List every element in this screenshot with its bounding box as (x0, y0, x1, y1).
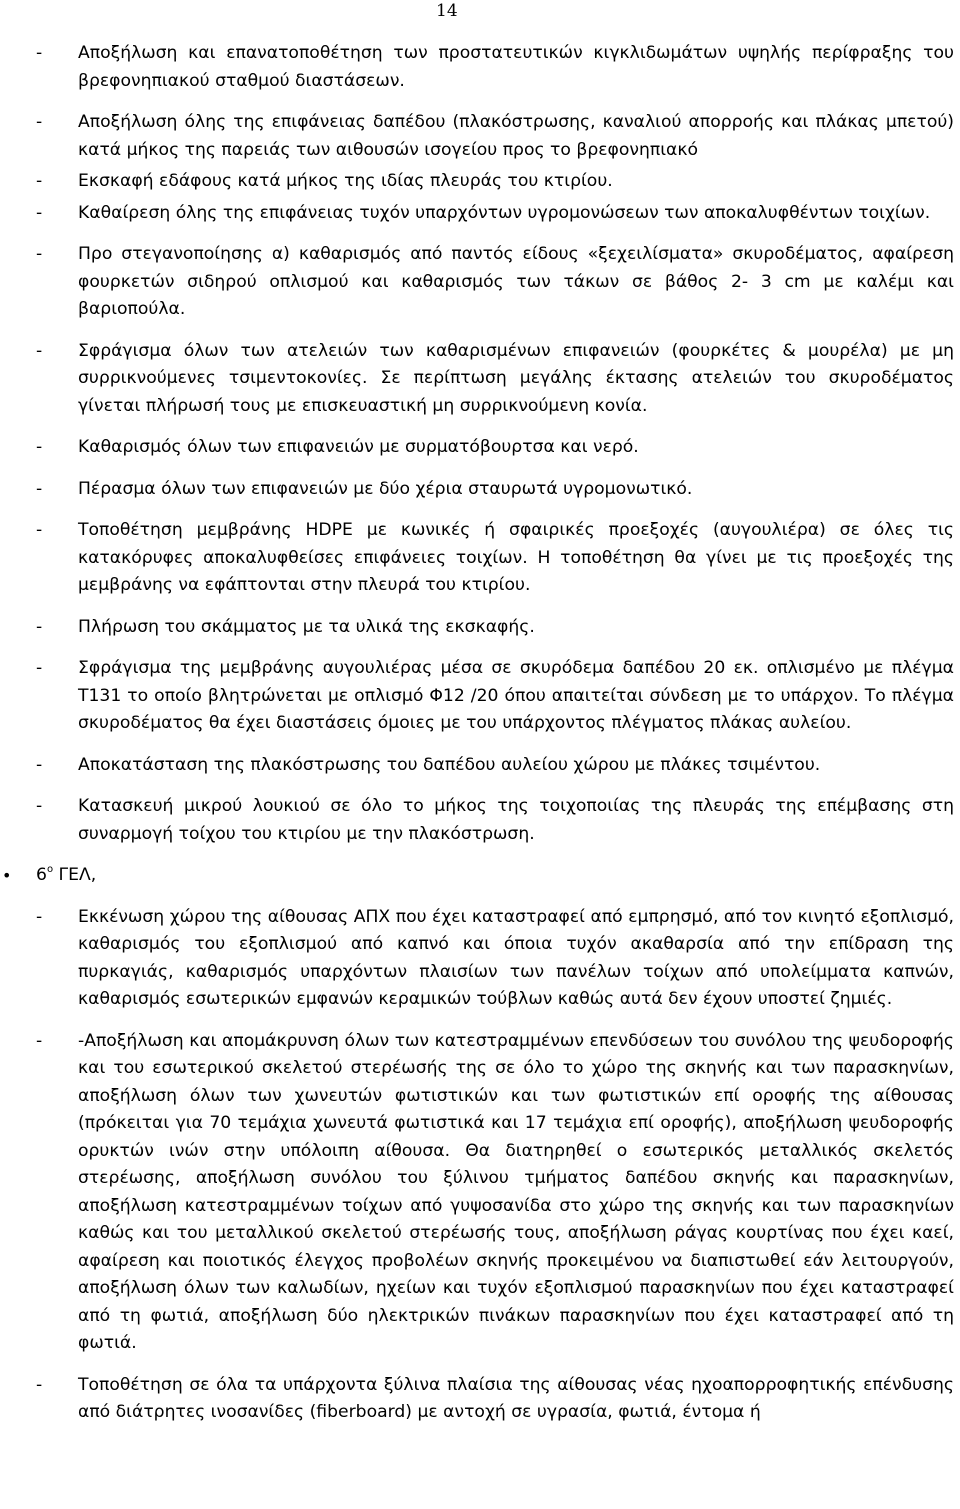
dash-marker: - (36, 616, 43, 637)
dash-marker: - (36, 1030, 43, 1051)
item-text: Καθαίρεση όλης της επιφάνειας τυχόν υπαρχόντων υγρομονώσεων των αποκαλυφθέντων τοιχίων. (78, 202, 931, 223)
list-item (0, 40, 960, 95)
section-label: ΓΕΛ, (58, 865, 97, 885)
dash-marker: - (36, 754, 43, 775)
dash-marker: - (36, 202, 43, 223)
item-text: Αποξήλωση όλης της επιφάνειας δαπέδου (πλακόστρωσης, καναλιού απορροής και πλάκας μπετού) κατά μήκος της παρειάς των αιθουσών ισογείου προς το βρεφονηπιακό (78, 112, 954, 160)
item-text: Αποξήλωση και επανατοποθέτηση των προστατευτικών κιγκλιδωμάτων υψηλής περίφραξης του βρεφονηπιακού σταθμού διαστάσεων. (78, 43, 954, 91)
list-item (0, 655, 960, 738)
dash-marker: - (36, 340, 43, 361)
dash-marker: - (36, 43, 43, 63)
section-number: 6 (36, 865, 47, 885)
item-text: -Αποξήλωση και απομάκρυνση όλων των κατεστραμμένων επενδύσεων του συνόλου της ψευδοροφής και του εσωτερικού σκελετού στερέωσής της σε όλο το χώρο της σκηνής και των παρασκηνίων, αποξήλωση όλων των χωνευτών φωτιστικών και των φωτιστικών επί οροφής της αίθουσας (πρόκειται για 70 τεμάχια χωνευτά φωτιστικά και 17 τεμάχια επί οροφής), αποξήλωση ψευδοροφής ορυκτών ινών στην υπόλοιπη αίθουσα. Θα διατηρηθεί ο εσωτερικός μεταλλικός σκελετός στερέωσης, αποξήλωση συνόλου του ξύλινου τμήματος δαπέδου σκηνής και παρασκηνίων, αποξήλωση κατεστραμμένων τοίχων από γυψοσανίδα στο χώρο της σκηνής και των παρασκηνίων καθώς και του μεταλλικού σκελετού στερέωσής τους, αποξήλωση ράγας κουρτίνας που έχει καεί, αφαίρεση και ποιοτικός έλεγχος προβολέων σκηνής προκειμένου να διαπιστωθεί εάν λειτουργούν, αποξήλωση όλων των καλωδίων, ηχείων και τυχόν εξοπλισμού παρασκηνίων που έχει καταστραφεί από τη φωτιά, αποξήλωση δύο ηλεκτρικών πινάκων παρασκηνίων που έχει καταστραφεί από τη φωτιά. (78, 1030, 954, 1353)
list-item (0, 904, 960, 1014)
dash-marker: - (36, 520, 43, 540)
list-item (0, 338, 960, 421)
dash-marker: - (36, 1374, 43, 1395)
list-item (0, 241, 960, 324)
section-superscript: ο (46, 864, 54, 875)
item-text: Σφράγισμα της μεμβράνης αυγουλιέρας μέσα σε σκυρόδεμα δαπέδου 20 εκ. οπλισμένο με πλέγμα Τ131 το οποίο βλητρώνεται με οπλισμό Φ12 /20 όπου απαιτείται σύνδεση με το υπάρχον. Το πλέγμα σκυροδέματος θα έχει διαστάσεις όμοιες με του υπάρχοντος πλέγματος πλάκας αυλείου. (78, 658, 954, 733)
page-number: 14 (436, 1, 458, 21)
dash-marker: - (36, 437, 43, 457)
list-item (0, 752, 960, 780)
dash-marker: - (36, 244, 43, 264)
item-text: Τοποθέτηση μεμβράνης HDPE με κωνικές ή σφαιρικές προεξοχές (αυγουλιέρα) σε όλες τις κατακόρυφες αποκαλυφθείσες επιφάνειες τοιχίων. Η τοποθέτηση θα γίνει με τις προεξοχές της μεμβράνης να εφάπτονται στην πλευρά του κτιρίου. (78, 520, 954, 595)
item-text: Πέρασμα όλων των επιφανειών με δύο χέρια σταυρωτά υγρομονωτικό. (78, 478, 693, 499)
list-item (0, 168, 960, 196)
item-text: Πλήρωση του σκάμματος με τα υλικά της εκσκαφής. (78, 616, 535, 637)
dash-marker: - (36, 171, 43, 191)
list-item (0, 200, 960, 228)
list-item (0, 109, 960, 164)
list-item (0, 517, 960, 600)
item-text: Κατασκευή μικρού λουκιού σε όλο το μήκος της τοιχοποιίας της πλευράς της επέμβασης στη συναρμογή τοίχου του κτιρίου με την πλακόστρωση. (78, 796, 954, 844)
list-item (0, 434, 960, 462)
bullet-icon: • (2, 866, 12, 885)
list-item (0, 1372, 960, 1427)
document-body (0, 40, 960, 1441)
dash-marker: - (36, 112, 43, 132)
list-item (0, 1028, 960, 1358)
dash-marker: - (36, 658, 43, 678)
list-item (0, 614, 960, 642)
list-item (0, 793, 960, 848)
dash-marker: - (36, 478, 43, 499)
item-text: Τοποθέτηση σε όλα τα υπάρχοντα ξύλινα πλαίσια της αίθουσας νέας ηχοαπορροφητικής επένδυσης από διάτρητες ινοσανίδες (fiberboard) με αντοχή σε υγρασία, φωτιά, έντομα ή (78, 1374, 954, 1422)
item-text: Προ στεγανοποίησης α) καθαρισμός από παντός είδους «ξεχειλίσματα» σκυροδέματος, αφαίρεση φουρκετών σιδηρού οπλισμού και καθαρισμός των τάκων σε βάθος 2- 3 cm με καλέμι και βαριοπούλα. (78, 244, 954, 319)
list-item (0, 476, 960, 504)
item-text: Εκσκαφή εδάφους κατά μήκος της ιδίας πλευράς του κτιρίου. (78, 171, 613, 191)
item-text: Σφράγισμα όλων των ατελειών των καθαρισμένων επιφανειών (φουρκέτες & μουρέλα) με μη συρρικνούμενες τσιμεντοκονίες. Σε περίπτωση μεγάλης έκτασης ατελειών του σκυροδέματος γίνεται πλήρωσή τους με επισκευαστική μη συρρικνούμενη κονία. (78, 340, 954, 416)
item-text: Αποκατάσταση της πλακόστρωσης του δαπέδου αυλείου χώρου με πλάκες τσιμέντου. (78, 754, 821, 775)
item-text: Εκκένωση χώρου της αίθουσας ΑΠΧ που έχει καταστραφεί από εμπρησμό, από τον κινητό εξοπλισμό, καθαρισμός του εξοπλισμού από καπνό και όποια τυχόν ακαθαρσία από την επίδραση της πυρκαγιάς, καθαρισμός υπαρχόντων πλαισίων των πανέλων τοίχων από υπολείμματα καπνών, καθαρισμός εσωτερικών εμφανών κεραμικών τούβλων καθώς αυτά δεν έχουν υποστεί ζημιές. (78, 906, 954, 1009)
section-heading (0, 862, 960, 890)
item-text: Καθαρισμός όλων των επιφανειών με συρματόβουρτσα και νερό. (78, 437, 639, 457)
dash-marker: - (36, 906, 43, 927)
dash-marker: - (36, 796, 43, 816)
